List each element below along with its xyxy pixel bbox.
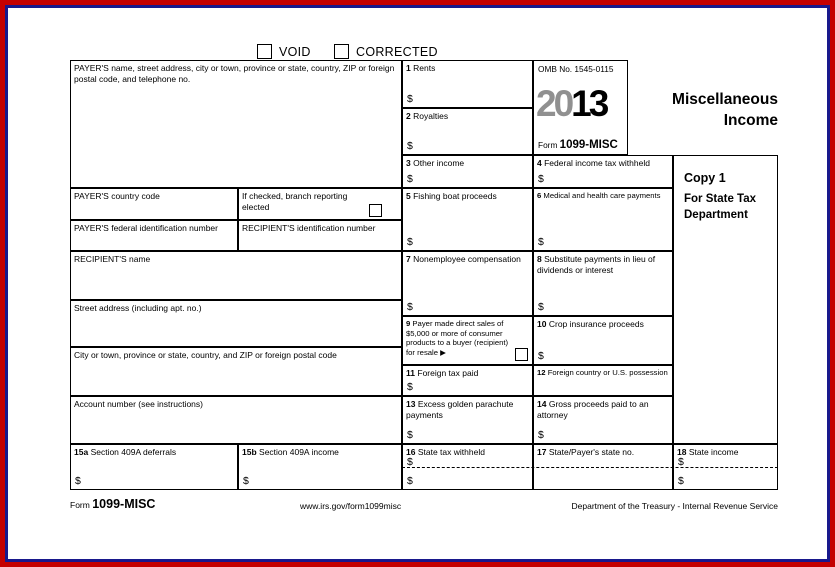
box-8-label: Substitute payments in lieu of dividends or interest [537, 254, 656, 275]
box-3-label: Other income [413, 158, 465, 168]
account-number-label: Account number (see instructions) [74, 399, 203, 409]
box-17-label: State/Payer's state no. [548, 447, 635, 457]
box-12-foreign-country [533, 365, 673, 396]
box-1-rents [402, 60, 533, 108]
box-8-dollar-sign: $ [538, 301, 544, 313]
box-3-other-income [402, 155, 533, 188]
copy-for-line1: For State Tax [684, 193, 756, 205]
box-9-label: Payer made direct sales of $5,000 or more of consumer products to a buyer (recipient) for resale ▶ [406, 319, 509, 357]
box-14-gross-proceeds-attorney [533, 396, 673, 444]
box-15a-number: 15a [74, 447, 89, 457]
form-number-header: Form 1099-MISC [538, 139, 618, 151]
omb-number: OMB No. 1545-0115 [538, 64, 614, 74]
box-10-crop-insurance [533, 316, 673, 365]
box-14-number: 14 [537, 399, 547, 409]
box-6-medical-payments [533, 188, 673, 251]
box-10-dollar-sign: $ [538, 350, 544, 362]
copy-label: Copy 1 [684, 171, 726, 185]
box-7-number: 7 [406, 254, 411, 264]
void-label: VOID [279, 44, 311, 59]
city-box [70, 347, 402, 396]
tax-year [536, 85, 606, 122]
year-dark: 13 [571, 83, 607, 124]
box-15a-409a-deferrals [70, 444, 238, 490]
box-15b-number: 15b [242, 447, 257, 457]
box-7-label: Nonemployee compensation [413, 254, 521, 264]
void-group [257, 44, 311, 59]
box-10-label: Crop insurance proceeds [548, 319, 644, 329]
payer-info-label: PAYER'S name, street address, city or town, province or state, country, ZIP or foreign postal code, and telephone no. [74, 63, 395, 84]
box-14-dollar-sign: $ [538, 429, 544, 441]
box-14-label: Gross proceeds paid to an attorney [537, 399, 649, 420]
footer-form-number: 1099-MISC [92, 497, 156, 511]
box-1-number: 1 [406, 63, 411, 73]
box-4-label: Federal income tax withheld [544, 158, 650, 168]
box-6-number: 6 [537, 191, 542, 200]
box-4-federal-tax-withheld [533, 155, 673, 188]
form-title [628, 60, 778, 155]
box-9-number: 9 [406, 319, 411, 328]
box-2-royalties [402, 108, 533, 155]
box-13-label: Excess golden parachute payments [406, 399, 514, 420]
box-16-dollar-sign-2: $ [407, 475, 413, 487]
box-5-fishing-boat [402, 188, 533, 251]
city-label: City or town, province or state, country, and ZIP or foreign postal code [74, 350, 337, 360]
payer-fed-id-label: PAYER'S federal identification number [74, 223, 218, 233]
recipient-name-label: RECIPIENT'S name [74, 254, 151, 264]
form-inner-frame [5, 5, 830, 562]
box-16-number: 16 [406, 447, 416, 457]
box-4-dollar-sign: $ [538, 173, 544, 185]
box-18-dollar-sign-1: $ [678, 456, 684, 468]
box-9-checkbox[interactable] [515, 348, 528, 361]
footer-form-id [70, 497, 155, 511]
corrected-checkbox[interactable] [334, 44, 349, 59]
box-2-label: Royalties [413, 111, 449, 121]
box-4-number: 4 [537, 158, 542, 168]
branch-reporting-label: If checked, branch reporting elected [242, 191, 348, 212]
box-7-nonemployee-comp [402, 251, 533, 316]
box-12-number: 12 [537, 368, 546, 377]
box-1-label: Rents [413, 63, 436, 73]
box-18-number: 18 [677, 447, 687, 457]
box-18-dollar-sign-2: $ [678, 475, 684, 487]
box-3-number: 3 [406, 158, 411, 168]
box-16-label: State tax withheld [417, 447, 485, 457]
box-3-dollar-sign: $ [407, 173, 413, 185]
recipient-name-box [70, 251, 402, 300]
footer-url: www.irs.gov/form1099misc [300, 501, 402, 511]
box-2-number: 2 [406, 111, 411, 121]
recipient-id-label: RECIPIENT'S identification number [242, 223, 376, 233]
street-address-label: Street address (including apt. no.) [74, 303, 202, 313]
payer-country-box [70, 188, 238, 220]
box-11-foreign-tax [402, 365, 533, 396]
box-8-number: 8 [537, 254, 542, 264]
account-number-box [70, 396, 402, 444]
box-11-label: Foreign tax paid [417, 368, 479, 378]
box-6-dollar-sign: $ [538, 236, 544, 248]
box-16-dollar-sign-1: $ [407, 456, 413, 468]
payer-fed-id-box [70, 220, 238, 251]
corrected-label: CORRECTED [356, 44, 438, 59]
box-15a-label: Section 409A deferrals [90, 447, 177, 457]
box-15b-label: Section 409A income [259, 447, 339, 457]
box-12-label: Foreign country or U.S. possession [547, 368, 668, 377]
copy-for-line2: Department [684, 208, 748, 221]
year-light: 20 [536, 83, 572, 124]
box-13-golden-parachute [402, 396, 533, 444]
box-15a-dollar-sign: $ [75, 475, 81, 487]
form-title-line2: Income [723, 111, 778, 129]
recipient-id-box [238, 220, 402, 251]
box-11-dollar-sign: $ [407, 381, 413, 393]
box-5-label: Fishing boat proceeds [413, 191, 497, 201]
box-17-number: 17 [537, 447, 547, 457]
box-13-number: 13 [406, 399, 416, 409]
footer-form-label: Form [70, 500, 90, 510]
branch-reporting-box [238, 188, 402, 220]
box-15b-409a-income [238, 444, 402, 490]
box-9-direct-sales [402, 316, 533, 365]
copy-area [673, 155, 778, 444]
street-address-box [70, 300, 402, 347]
box-13-dollar-sign: $ [407, 429, 413, 441]
box-6-label: Medical and health care payments [543, 191, 661, 200]
omb-box [533, 60, 628, 155]
box-18-label: State income [688, 447, 739, 457]
box-5-number: 5 [406, 191, 411, 201]
box-8-substitute-payments [533, 251, 673, 316]
box-15b-dollar-sign: $ [243, 475, 249, 487]
box-5-dollar-sign: $ [407, 236, 413, 248]
void-checkbox[interactable] [257, 44, 272, 59]
payer-country-label: PAYER'S country code [74, 191, 160, 201]
branch-reporting-checkbox[interactable] [369, 204, 382, 217]
box-11-number: 11 [406, 368, 415, 378]
corrected-group [334, 44, 438, 59]
footer-treasury: Department of the Treasury - Internal Revenue Service [571, 501, 778, 511]
box-7-dollar-sign: $ [407, 301, 413, 313]
box-1-dollar-sign: $ [407, 93, 413, 105]
payer-info-box [70, 60, 402, 188]
state-row-dashed-divider [402, 467, 778, 468]
box-10-number: 10 [537, 319, 547, 329]
box-2-dollar-sign: $ [407, 140, 413, 152]
form-title-line1: Miscellaneous [672, 91, 778, 108]
